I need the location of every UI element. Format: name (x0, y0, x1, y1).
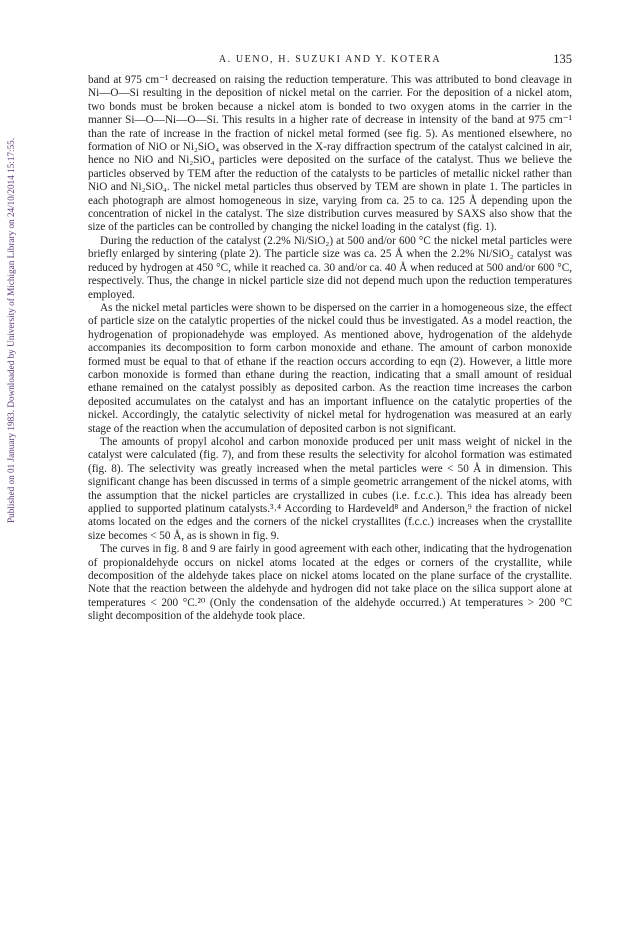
page-number: 135 (553, 52, 572, 66)
article-body (88, 74, 572, 624)
paragraph: band at 975 cm⁻¹ decreased on raising the reduction temperature. This was attributed to bond cleavage in Ni—O—Si resulting in the deposition of nickel metal on the carrier. For the deposition of a nickel atom, two bonds must be broken because a nickel atom is bonded to two oxygen atoms in the carrier in the manner Si—O—Ni—O—Si. This results in a higher rate of decrease in intensity of the band at 975 cm⁻¹ than the rate of increase in the fraction of nickel metal formed (see fig. 5). As mentioned elsewhere, no formation of NiO or Ni₂SiO₄ was observed in the X-ray diffraction spectrum of the catalyst calcined in air, hence no NiO and Ni₂SiO₄ particles were deposited on the surface of the catalyst. Thus we believe the particles observed by TEM after the reduction of the catalysts to be particles of metallic nickel rather than NiO and Ni₂SiO₄. The nickel metal particles thus observed by TEM are shown in plate 1. The particles in each photograph are almost homogeneous in size, varying from ca. 25 to ca. 125 Å depending upon the concentration of nickel in the catalyst. The size distribution curves measured by SAXS also show that the size of the particles can be controlled by changing the nickel loading in the catalyst (fig. 1). (88, 74, 572, 234)
running-header (88, 54, 572, 70)
paragraph: During the reduction of the catalyst (2.2% Ni/SiO₂) at 500 and/or 600 °C the nickel metal particles were briefly enlarged by sintering (plate 2). The particle size was ca. 25 Å when the 2.2% Ni/SiO₂ catalyst was reduced by hydrogen at 450 °C, while it reached ca. 30 and/or ca. 40 Å when reduced at 500 and/or 600 °C, respectively. Thus, the change in nickel particle size did not depend much upon the reduction temperatures employed. (88, 234, 572, 301)
paragraph: The amounts of propyl alcohol and carbon monoxide produced per unit mass weight of nickel in the catalyst were calculated (fig. 7), and from these results the selectivity for alcohol formation was estimated (fig. 8). The selectivity was greatly increased when the metal particles were < 50 Å in dimension. This significant change has been discussed in terms of a simple geometric arrangement of the nickel atoms, with the assumption that the nickel particles are crystallized in cubes (i.e. f.c.c.). This idea has already been applied to supported platinum catalysts.³˒⁴ According to Hardeveld⁸ and Anderson,⁹ the fraction of nickel atoms located on the edges and the corners of the nickel crystallites (f.c.c.) increases when the crystallite size becomes < 50 Å, as is shown in fig. 9. (88, 435, 572, 542)
paragraph: The curves in fig. 8 and 9 are fairly in good agreement with each other, indicating that the hydrogenation of propionaldehyde occurs on nickel atoms located at the edges or corners of the crystallite, while decomposition of the aldehyde takes place on nickel atoms located on the plane surface of the crystallite. Note that the reaction between the aldehyde and hydrogen did not take place on the silica support alone at temperatures < 200 °C.²⁰ (Only the condensation of the aldehyde occurred.) At temperatures > 200 °C slight decomposition of the aldehyde took place. (88, 543, 572, 623)
running-header-authors: A. UENO, H. SUZUKI AND Y. KOTERA (218, 54, 442, 65)
paragraph: As the nickel metal particles were shown to be dispersed on the carrier in a homogeneous size, the effect of particle size on the catalytic properties of the nickel could thus be investigated. As a model reaction, the hydrogenation of propionadehyde was employed. As mentioned above, hydrogenation of the aldehyde accompanies its decomposition to form carbon monoxide and ethane. The amount of carbon monoxide formed must be equal to that of ethane if the reaction occurs according to eqn (2). However, a little more carbon monoxide is formed than ethane during the reaction, indicating that a small amount of residual ethane remained on the catalyst possibly as deposited carbon. As the reaction time increases the carbon deposited accumulates on the catalyst and has an important influence on the catalytic properties of the nickel. Accordingly, the catalytic selectivity of nickel metal for hydrogenation was measured at an early stage of the reaction when the accumulation of deposited carbon is not significant. (88, 301, 572, 435)
download-watermark: Published on 01 January 1983. Downloaded by University of Michigan Library on 24/10/2014 15:17:55. (6, 137, 16, 523)
